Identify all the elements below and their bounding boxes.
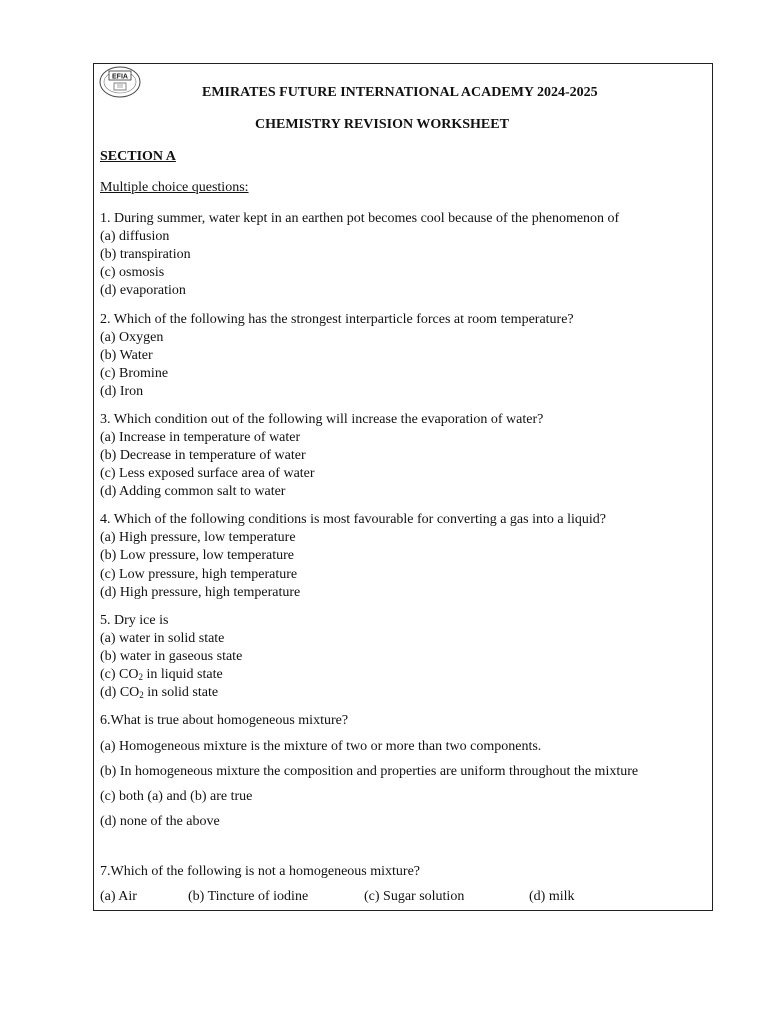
answer-option: (c) Bromine: [100, 366, 169, 381]
school-title: EMIRATES FUTURE INTERNATIONAL ACADEMY 2024-2025: [202, 85, 598, 100]
question-text: 7.Which of the following is not a homogeneous mixture?: [100, 864, 420, 879]
answer-option: (a) High pressure, low temperature: [100, 530, 296, 545]
svg-text:EFIA: EFIA: [112, 73, 128, 81]
answer-option: (d) Adding common salt to water: [100, 484, 286, 499]
answer-option: (a) Oxygen: [100, 330, 164, 345]
answer-option: (a) Air: [100, 889, 137, 904]
answer-option: (c) both (a) and (b) are true: [100, 789, 253, 804]
question-text: 4. Which of the following conditions is most favourable for converting a gas into a liquid?: [100, 512, 606, 527]
school-logo: [98, 64, 142, 100]
question-text: 2. Which of the following has the strongest interparticle forces at room temperature?: [100, 312, 574, 327]
answer-option: (c) Low pressure, high temperature: [100, 567, 298, 582]
answer-option: (a) water in solid state: [100, 631, 225, 646]
question-text: 6.What is true about homogeneous mixture?: [100, 713, 349, 728]
answer-option: (b) Water: [100, 348, 153, 363]
answer-option: (d) Iron: [100, 384, 144, 399]
answer-option: (b) water in gaseous state: [100, 649, 243, 664]
answer-option: (d) $CO_2$ in solid state: [100, 685, 219, 700]
answer-option: (c) $CO_2$ in liquid state: [100, 667, 223, 682]
answer-option: (c) Less exposed surface area of water: [100, 466, 315, 481]
question-text: 1. During summer, water kept in an earthen pot becomes cool because of the phenomenon of: [100, 211, 620, 226]
answer-option: (d) milk: [529, 889, 575, 904]
answer-option: (b) Decrease in temperature of water: [100, 448, 306, 463]
answer-option: (a) Homogeneous mixture is the mixture of two or more than two components.: [100, 739, 542, 754]
answer-option: (a) Increase in temperature of water: [100, 430, 301, 445]
answer-option: (d) evaporation: [100, 283, 186, 298]
answer-option: (d) High pressure, high temperature: [100, 585, 301, 600]
question-text: 3. Which condition out of the following will increase the evaporation of water?: [100, 412, 544, 427]
worksheet-title: CHEMISTRY REVISION WORKSHEET: [255, 117, 509, 132]
question-text: 5. Dry ice is: [100, 613, 169, 628]
answer-option: (c) Sugar solution: [364, 889, 465, 904]
answer-option: (d) none of the above: [100, 814, 220, 829]
answer-option: (c) osmosis: [100, 265, 165, 280]
answer-option: (b) Tincture of iodine: [188, 889, 309, 904]
answer-option: (b) In homogeneous mixture the composition and properties are uniform throughout the mixture: [100, 764, 639, 779]
answer-option: (a) diffusion: [100, 229, 170, 244]
section-title: SECTION A: [100, 149, 176, 164]
answer-option: (b) Low pressure, low temperature: [100, 548, 294, 563]
answer-option: (b) transpiration: [100, 247, 191, 262]
section-subtitle: Multiple choice questions:: [100, 180, 249, 195]
